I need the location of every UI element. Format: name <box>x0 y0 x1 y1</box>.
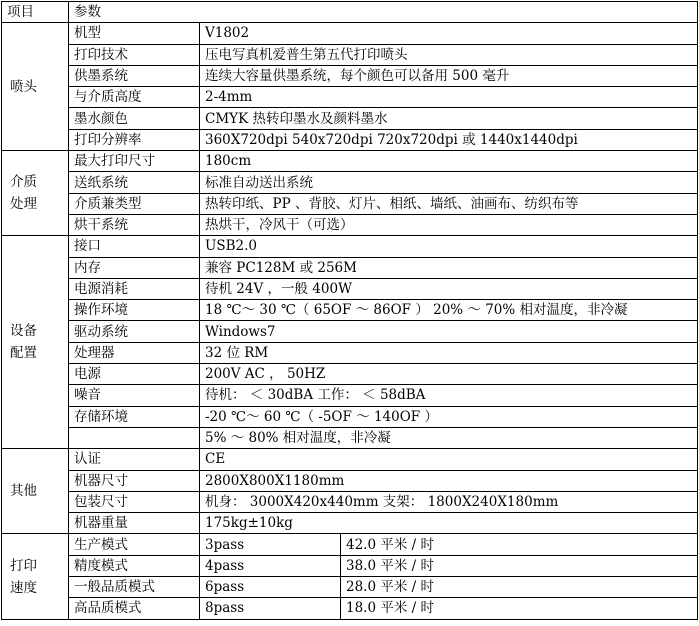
row-value: 兼容 PC128M 或 256M <box>200 257 698 278</box>
table-row <box>2 406 698 427</box>
table-row <box>2 151 698 172</box>
row-value: 2800X800X1180mm <box>200 470 698 491</box>
group-label-line: 速度 <box>10 579 37 596</box>
row-label: 送纸系统 <box>69 172 200 193</box>
row-label: 机型 <box>69 23 200 44</box>
table-row <box>2 278 698 299</box>
row-label: 操作环境 <box>69 300 200 321</box>
row-label: 驱动系统 <box>69 321 200 342</box>
table-row <box>2 577 698 598</box>
speed-value: 42.0 平米 / 时 <box>341 534 698 555</box>
group-label <box>2 23 69 151</box>
group-label <box>2 449 69 534</box>
row-value: 压电写真机爱普生第五代打印喷头 <box>200 44 698 65</box>
row-label: 存储环境 <box>69 406 200 427</box>
group-label-line: 喷头 <box>10 78 37 95</box>
row-label: 墨水颜色 <box>69 108 200 129</box>
speed-pass: 4pass <box>200 555 341 576</box>
table-row <box>2 23 698 44</box>
row-value: V1802 <box>200 23 698 44</box>
speed-pass: 6pass <box>200 577 341 598</box>
table-row <box>2 555 698 576</box>
row-label: 供墨系统 <box>69 65 200 86</box>
table-row <box>2 172 698 193</box>
group-label <box>2 534 69 619</box>
row-value: 连续大容量供墨系统，每个颜色可以备用 500 毫升 <box>200 65 698 86</box>
table-row <box>2 470 698 491</box>
table-row <box>2 65 698 86</box>
row-label: 电源消耗 <box>69 278 200 299</box>
table-row <box>2 321 698 342</box>
speed-value: 38.0 平米 / 时 <box>341 555 698 576</box>
row-label: 认证 <box>69 449 200 470</box>
spec-table <box>1 1 698 620</box>
speed-mode: 生产模式 <box>69 534 200 555</box>
row-label: 处理器 <box>69 342 200 363</box>
row-value: 360X720dpi 540x720dpi 720x720dpi 或 1440x1440dpi <box>200 129 698 150</box>
row-label: 机器重量 <box>69 513 200 534</box>
table-row <box>2 236 698 257</box>
row-label <box>69 427 200 448</box>
table-row <box>2 385 698 406</box>
row-value: 2-4mm <box>200 87 698 108</box>
row-label: 电源 <box>69 364 200 385</box>
row-value: 32 位 RM <box>200 342 698 363</box>
speed-pass: 3pass <box>200 534 341 555</box>
row-value: 热烘干，冷风干（可选） <box>200 214 698 235</box>
speed-value: 28.0 平米 / 时 <box>341 577 698 598</box>
row-value: 175kg±10kg <box>200 513 698 534</box>
speed-mode: 高品质模式 <box>69 598 200 619</box>
row-value: 标准自动送出系统 <box>200 172 698 193</box>
row-value: 待机 24V ，一般 400W <box>200 278 698 299</box>
group-label-line: 设备 <box>10 323 37 340</box>
table-row <box>2 513 698 534</box>
table-row <box>2 257 698 278</box>
row-value: 5% ～ 80% 相对温度，非冷凝 <box>200 427 698 448</box>
row-value: 200V AC ， 50HZ <box>200 364 698 385</box>
header-param: 参数 <box>69 2 698 23</box>
speed-value: 18.0 平米 / 时 <box>341 598 698 619</box>
group-label <box>2 236 69 449</box>
table-row <box>2 193 698 214</box>
row-value: USB2.0 <box>200 236 698 257</box>
group-label-line: 介质 <box>10 174 37 191</box>
row-value: CMYK 热转印墨水及颜料墨水 <box>200 108 698 129</box>
speed-mode: 精度模式 <box>69 555 200 576</box>
row-value: 18 ℃～ 30 ℃（ 65OF ～ 86OF ） 20% ～ 70% 相对温度，非冷凝 <box>200 300 698 321</box>
speed-pass: 8pass <box>200 598 341 619</box>
header-row <box>2 2 698 23</box>
group-label <box>2 151 69 236</box>
table-row <box>2 108 698 129</box>
row-value: 待机： ＜ 30dBA 工作： ＜ 58dBA <box>200 385 698 406</box>
table-row <box>2 44 698 65</box>
row-value: 180cm <box>200 151 698 172</box>
table-row <box>2 342 698 363</box>
table-row <box>2 534 698 555</box>
row-label: 内存 <box>69 257 200 278</box>
group-label-line: 配置 <box>10 345 37 362</box>
table-row <box>2 129 698 150</box>
table-row <box>2 491 698 512</box>
row-label: 与介质高度 <box>69 87 200 108</box>
row-label: 机器尺寸 <box>69 470 200 491</box>
row-value: CE <box>200 449 698 470</box>
row-value: Windows7 <box>200 321 698 342</box>
table-row <box>2 598 698 619</box>
row-label: 介质兼类型 <box>69 193 200 214</box>
row-value: -20 ℃～ 60 ℃（ -5OF ～ 140OF ） <box>200 406 698 427</box>
table-row <box>2 87 698 108</box>
group-label-line: 打印 <box>10 557 37 574</box>
row-label: 打印技术 <box>69 44 200 65</box>
row-label: 烘干系统 <box>69 214 200 235</box>
table-row <box>2 449 698 470</box>
table-row <box>2 364 698 385</box>
row-label: 接口 <box>69 236 200 257</box>
row-label: 最大打印尺寸 <box>69 151 200 172</box>
group-label-line: 处理 <box>10 196 37 213</box>
table-row <box>2 427 698 448</box>
row-value: 热转印纸、PP 、背胶、灯片、相纸、墙纸、油画布、纺织布等 <box>200 193 698 214</box>
group-label-line: 其他 <box>10 483 37 500</box>
speed-mode: 一般品质模式 <box>69 577 200 598</box>
table-row <box>2 214 698 235</box>
table-row <box>2 300 698 321</box>
row-label: 包装尺寸 <box>69 491 200 512</box>
row-label: 打印分辨率 <box>69 129 200 150</box>
header-item: 项目 <box>2 2 69 23</box>
row-value: 机身： 3000X420x440mm 支架： 1800X240X180mm <box>200 491 698 512</box>
row-label: 噪音 <box>69 385 200 406</box>
